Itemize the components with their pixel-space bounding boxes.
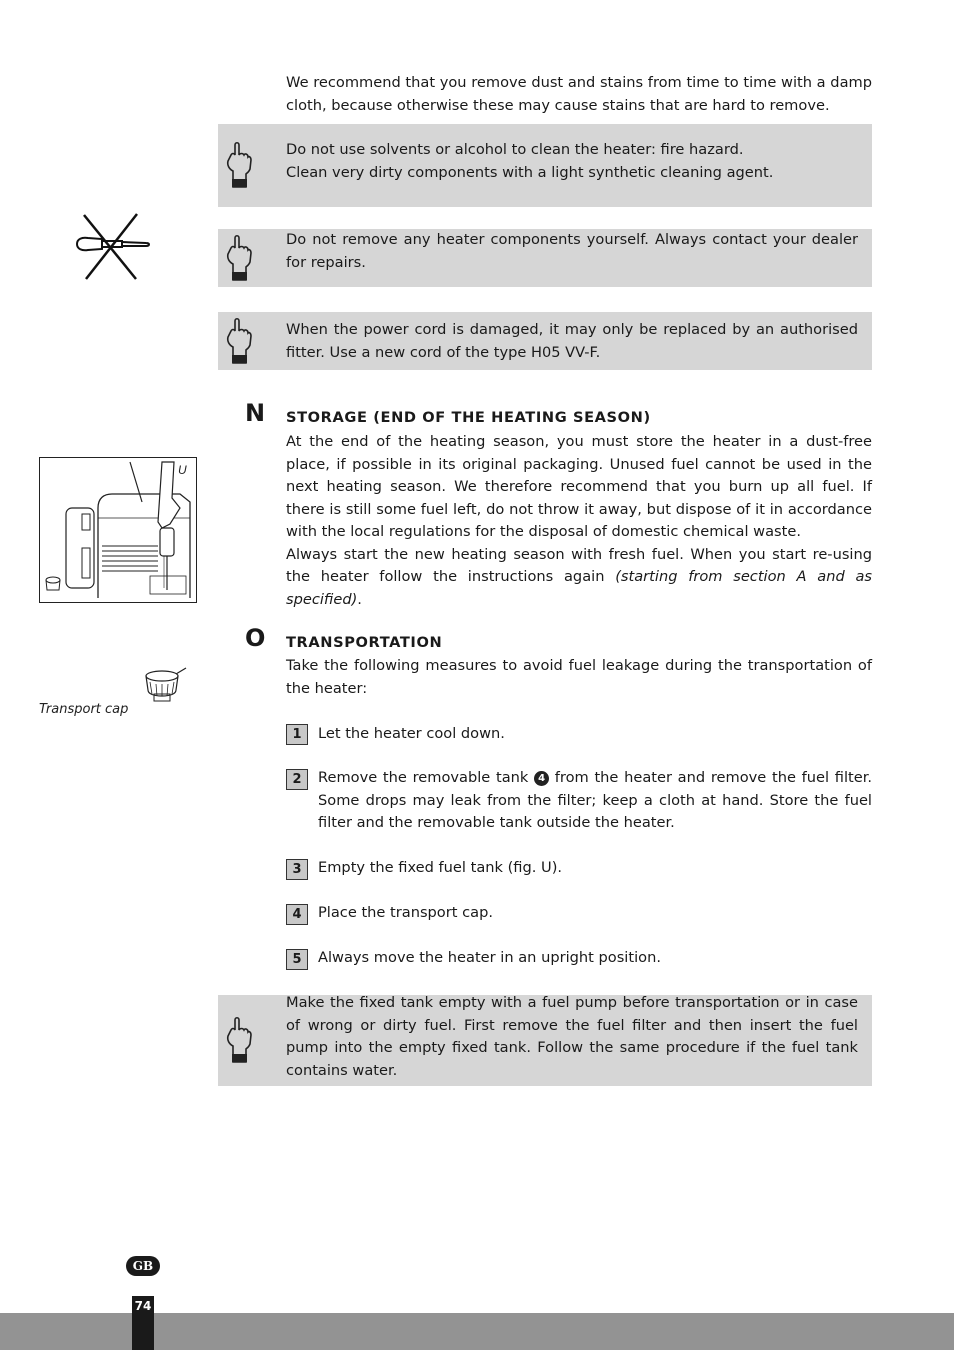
- language-badge: GB: [126, 1256, 160, 1276]
- step-text: Empty the fixed fuel tank (fig. U).: [318, 859, 563, 876]
- figure-u: [39, 457, 197, 603]
- storage-para-1: At the end of the heating season, you must store the heater in a dust-free place, if possible in its original packaging. Unused fuel cannot be used in the next heating season. We therefore recommend that you burn up all fuel. If there is still some fuel left, do not throw it away, but dispose of it in accordance with the local regulations for the disposal of domestic chemical waste.: [286, 433, 872, 540]
- heater-figure-illustration: [40, 458, 196, 602]
- pointing-hand-icon: [223, 317, 253, 365]
- storage-para-2: Always start the new heating season with fresh fuel. When you start re-using the heater follow the instructions again (starting from section A and as specified).: [286, 545, 873, 608]
- intro-paragraph: We recommend that you remove dust and stains from time to time with a damp cloth, because otherwise these may cause stains that are hard to remove.: [286, 74, 872, 114]
- transport-cap-label: Transport cap: [39, 702, 129, 717]
- step-text: Place the transport cap.: [318, 904, 493, 921]
- step-number: 5: [286, 949, 308, 970]
- note-text: When the power cord is damaged, it may only be replaced by an authorised fitter. Use a new cord of the type H05 VV-F.: [286, 321, 858, 361]
- warning-note-power-cord: [218, 312, 872, 370]
- pointing-hand-icon: [223, 1016, 253, 1064]
- section-letter-o: O: [245, 624, 266, 652]
- pointing-hand-icon: [223, 234, 253, 282]
- section-letter-n: N: [245, 399, 266, 427]
- step-number: 1: [286, 724, 308, 745]
- step-text: Let the heater cool down.: [318, 725, 505, 742]
- section-title-storage: STORAGE (END OF THE HEATING SEASON): [286, 409, 651, 426]
- figure-label: U: [178, 463, 187, 477]
- note-text: Do not remove any heater components yourself. Always contact your dealer for repairs.: [286, 231, 858, 271]
- tank-reference-badge: 4: [534, 771, 549, 786]
- step-text: Remove the removable tank 4 from the heater and remove the fuel filter. Some drops may leak from the filter; keep a cloth at hand. Store the fuel filter and the removable tank outside the heater.: [318, 769, 872, 831]
- transport-cap-icon: [140, 666, 190, 706]
- step-text: Always move the heater in an upright position.: [318, 949, 661, 966]
- warning-note-solvents: [218, 124, 872, 207]
- transport-intro: Take the following measures to avoid fuel leakage during the transportation of the heater:: [286, 657, 872, 697]
- warning-note-components: [218, 229, 872, 287]
- storage-paragraph: [286, 431, 872, 611]
- page-number: 74: [132, 1296, 154, 1350]
- step-number: 4: [286, 904, 308, 925]
- warning-note-fuel-pump: [218, 995, 872, 1086]
- step-number: 2: [286, 769, 308, 790]
- note-line: Do not use solvents or alcohol to clean the heater: fire hazard.: [286, 141, 744, 158]
- step-number: 3: [286, 859, 308, 880]
- no-screwdriver-icon: [74, 211, 154, 283]
- section-title-transportation: TRANSPORTATION: [286, 634, 443, 651]
- note-text: Make the fixed tank empty with a fuel pump before transportation or in case of wrong or dirty fuel. First remove the fuel filter and then insert the fuel pump into the empty fixed tank. Follow the same procedure if the fuel tank contains water.: [286, 994, 858, 1079]
- pointing-hand-icon: [223, 141, 253, 189]
- note-line: Clean very dirty components with a light synthetic cleaning agent.: [286, 163, 774, 181]
